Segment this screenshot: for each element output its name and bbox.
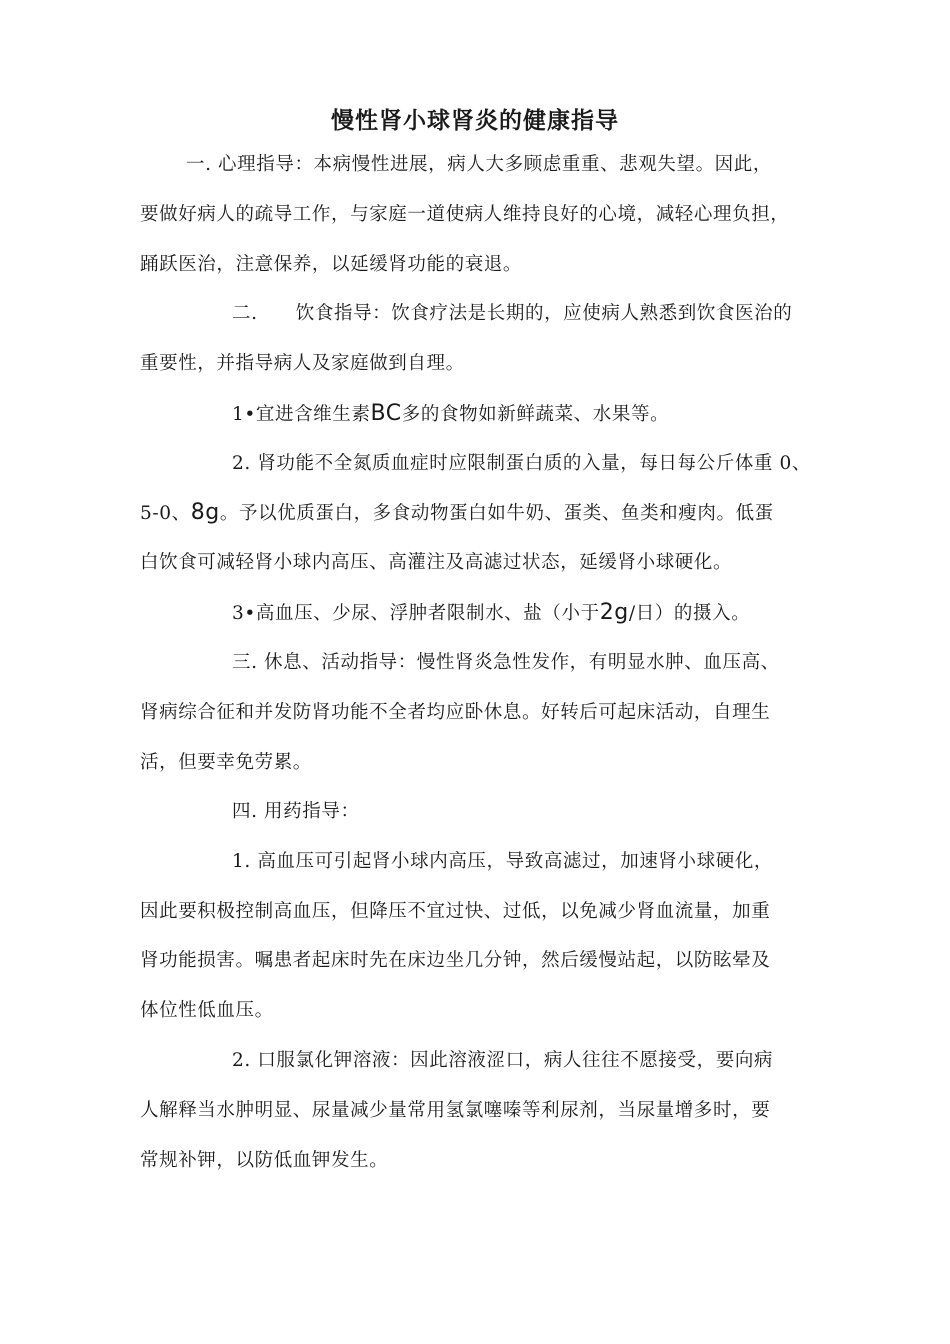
paragraph-line: 要做好病人的疏导工作，与家庭一道使病人维持良好的心境，减轻心理负担， [140, 204, 790, 225]
paragraph-line: 活，但要幸免劳累。 [140, 752, 312, 773]
paragraph-line: 肾功能损害。嘱患者起床时先在床边坐几分钟，然后缓慢站起，以防眩晕及 [140, 950, 771, 971]
line-segment: 。予以优质蛋白，多食动物蛋白如牛奶、蛋类、鱼类和瘦肉。低蛋 [219, 503, 774, 524]
paragraph-line: 踊跃医治，注意保养，以延缓肾功能的衰退。 [140, 254, 523, 275]
paragraph-line [140, 501, 774, 526]
line-segment: 多的食物如新鲜蔬菜、水果等。 [401, 404, 670, 425]
line-segment: 1•宜进含维生素 [232, 404, 371, 425]
line-segment: BC [370, 401, 402, 426]
paragraph-line: 因此要积极控制高血压，但降压不宜过快、过低，以免减少肾血流量，加重 [140, 901, 771, 922]
line-segment: 3•高血压、少尿、浮肿者限制水、盐（小于 [232, 603, 600, 624]
paragraph-line: 白饮食可减轻肾小球内高压、高灌注及高滤过状态，延缓肾小球硬化。 [140, 552, 733, 573]
paragraph-line: 二. 饮食指导：饮食疗法是长期的，应使病人熟悉到饮食医治的 [232, 303, 793, 324]
paragraph-line: 2. 口服氯化钾溶液：因此溶液涩口，病人往往不愿接受，要向病 [232, 1050, 774, 1071]
paragraph-line [232, 402, 669, 427]
line-segment: 8g [190, 500, 220, 525]
paragraph-line [232, 601, 750, 626]
paragraph-line: 重要性，并指导病人及家庭做到自理。 [140, 353, 465, 374]
paragraph-line: 2. 肾功能不全氮质血症时应限制蛋白质的入量，每日每公斤体重 0、 [232, 453, 811, 474]
paragraph-line: 四. 用药指导： [232, 801, 360, 822]
line-segment: 2g [599, 600, 629, 625]
line-segment: 5-0、 [140, 503, 191, 524]
paragraph-line: 肾病综合征和并发防肾功能不全者均应卧休息。好转后可起床活动，自理生 [140, 702, 771, 723]
paragraph-line: 常规补钾，以防低血钾发生。 [140, 1150, 389, 1171]
document-title: 慢性肾小球肾炎的健康指导 [331, 107, 619, 134]
paragraph-line: 1. 高血压可引起肾小球内高压，导致高滤过，加速肾小球硬化， [232, 851, 774, 872]
paragraph-line: 体位性低血压。 [140, 1000, 274, 1021]
paragraph-line: 一. 心理指导：本病慢性进展，病人大多顾虑重重、悲观失望。因此， [186, 154, 772, 175]
line-segment: /日）的摄入。 [628, 603, 751, 624]
paragraph-line: 三. 休息、活动指导：慢性肾炎急性发作，有明显水肿、血压高、 [232, 652, 780, 673]
paragraph-line: 人解释当水肿明显、尿量减少量常用氢氯噻嗪等利尿剂，当尿量增多时，要 [140, 1100, 771, 1121]
